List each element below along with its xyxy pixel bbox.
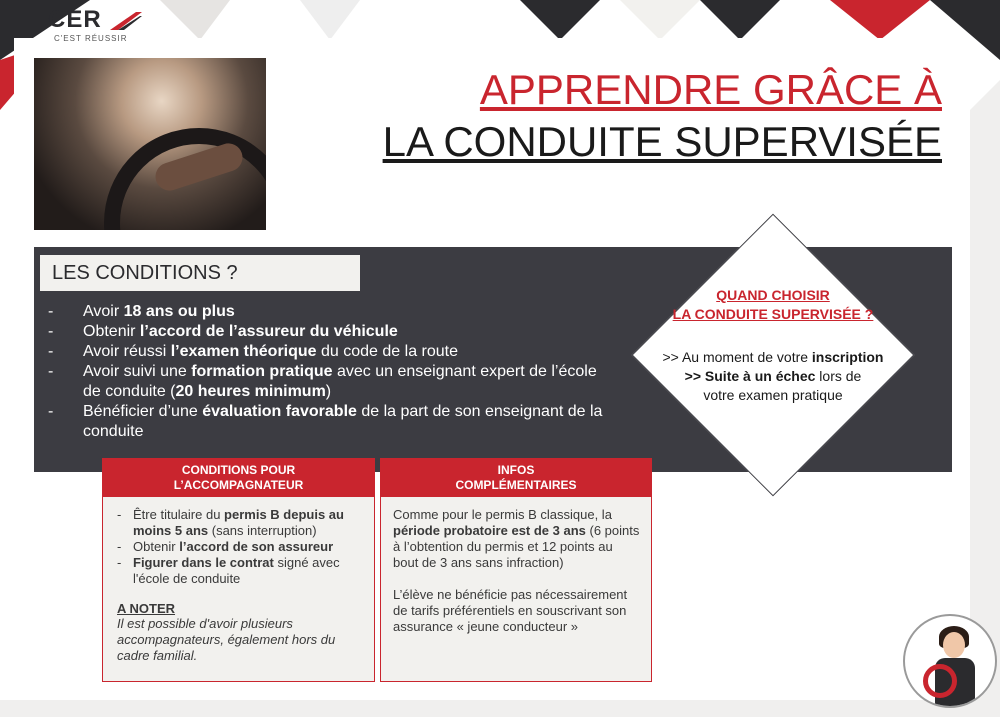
list-item: - Bénéficier d’une évaluation favorable de la part de son enseignant de la conduite (48, 403, 603, 440)
list-item: - Avoir suivi une formation pratique avec un enseignant expert de l’école de conduite (20 heures minimum) (48, 363, 597, 400)
page-title-line2: LA CONDUITE SUPERVISÉE (382, 118, 942, 165)
logo-text: CER (48, 6, 102, 33)
instructor-avatar (903, 614, 997, 708)
when-diamond (618, 200, 928, 510)
page-title-line1: APPRENDRE GRÂCE À (479, 66, 942, 113)
logo-flag-icon (106, 10, 142, 32)
conditions-heading (40, 255, 360, 291)
infos-heading: INFOS COMPLÉMENTAIRES (381, 459, 651, 497)
list-item: - Avoir réussi l’examen théorique du code de la route (48, 343, 458, 360)
infos-paragraph-1: Comme pour le permis B classique, la période probatoire est de 3 ans (6 points à l’obtention du permis et 12 points au bout de 3 ans sans infraction) (393, 507, 640, 570)
steering-wheel-icon (923, 664, 957, 698)
conditions-heading-text: LES CONDITIONS ? (52, 261, 238, 284)
list-item: - Être titulaire du permis B depuis au moins 5 ans (sans interruption) (117, 507, 344, 538)
when-title: QUAND CHOISIR LA CONDUITE SUPERVISÉE ? (672, 287, 874, 322)
accompagnateur-list (103, 497, 374, 587)
list-item: - Avoir 18 ans ou plus (48, 303, 235, 320)
note-title: A NOTER (117, 601, 176, 616)
accompagnateur-box (102, 458, 375, 682)
list-item: - Figurer dans le contrat signé avec l'école de conduite (117, 555, 340, 586)
when-text: >> Au moment de votre inscription >> Suite à un échec lors de votre examen pratique (662, 349, 884, 403)
infos-paragraph-2: L’élève ne bénéficie pas nécessairement de tarifs préférentiels en souscrivant son assurance « jeune conducteur » (393, 587, 628, 634)
cer-logo (48, 6, 148, 46)
list-item: - Obtenir l’accord de son assureur (117, 539, 334, 554)
list-item: - Obtenir l’accord de l’assureur du véhicule (48, 323, 398, 340)
note-text: Il est possible d'avoir plusieurs accompagnateurs, également hors du cadre familial. (117, 616, 336, 663)
accompagnateur-heading: CONDITIONS POUR L’ACCOMPAGNATEUR (103, 459, 374, 497)
driving-photo (34, 58, 266, 230)
infos-box (380, 458, 652, 682)
conditions-list (48, 302, 608, 442)
logo-tagline: C'EST RÉUSSIR (54, 34, 128, 43)
